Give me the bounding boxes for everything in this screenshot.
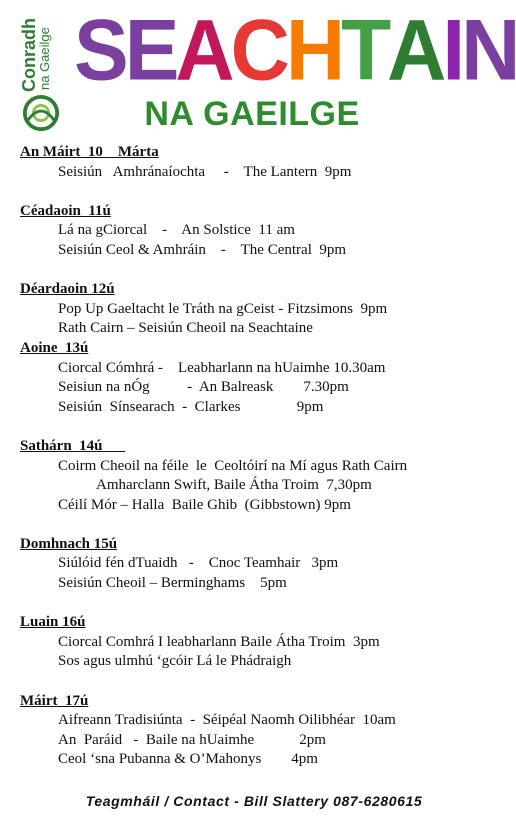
day-block	[20, 339, 500, 437]
day-heading: Luain 16ú	[20, 614, 86, 631]
day-heading: An Máirt 10 Márta	[20, 144, 159, 160]
day-heading: Céadaoin 11ú	[20, 202, 111, 219]
title-subtitle: NA GAEILGE	[144, 95, 360, 133]
day-block	[20, 202, 500, 280]
logo-line1: Conradh	[19, 18, 39, 92]
event-item: Seisiun na nÓg - An Balreask 7.30pm	[58, 379, 349, 396]
spacer	[20, 417, 500, 437]
spacer	[20, 594, 500, 614]
day-block	[20, 692, 500, 770]
title-letter: C	[230, 2, 286, 99]
spacer	[20, 672, 500, 692]
event-item: Aifreann Tradisiúnta - Séipéal Naomh Oilibhéar 10am	[58, 712, 396, 729]
event-item: Rath Cairn – Seisiún Cheoil na Seachtaine	[58, 320, 313, 337]
spacer	[20, 261, 500, 281]
spacer	[20, 182, 500, 202]
event-item: Coirm Cheoil na féile le Ceoltóirí na Mí agus Rath Cairn	[58, 457, 408, 474]
event-item: Sos agus ulmhú ‘gcóir Lá le Phádraigh	[58, 653, 292, 670]
spacer	[20, 515, 500, 535]
title-letter: E	[124, 2, 176, 99]
day-block	[20, 613, 500, 691]
day-block	[20, 535, 500, 613]
title-letter: A	[387, 2, 443, 99]
title-letter: I	[442, 2, 462, 99]
logo-line2: na Gaeilge	[37, 27, 52, 90]
day-heading: Aoine 13ú	[20, 339, 89, 356]
header	[0, 0, 516, 142]
title-letter: A	[175, 2, 231, 99]
logo-wordmark	[20, 12, 51, 92]
title-letter: T	[341, 2, 388, 99]
event-item: Seisiún Ceol & Amhráin - The Central 9pm	[58, 241, 347, 258]
event-item: Siúlóid fén dTuaidh - Cnoc Teamhair 3pm	[58, 555, 339, 572]
event-item: Amharclann Swift, Baile Átha Troim 7,30pm	[96, 477, 372, 494]
conradh-logo-icon	[22, 94, 60, 132]
day-block	[20, 280, 500, 339]
event-item: Céilí Mór – Halla Baile Ghib (Gibbstown) 9pm	[58, 496, 351, 513]
event-schedule	[20, 143, 500, 770]
title-letter: H	[285, 2, 342, 99]
event-item: Ciorcal Comhrá I leabharlann Baile Átha Troim 3pm	[58, 633, 380, 650]
event-item: Seisiún Sínsearach - Clarkes 9pm	[58, 398, 324, 415]
title-seachtain	[74, 2, 516, 99]
event-item: An Paráid - Baile na hUaimhe 2pm	[58, 731, 326, 748]
day-block	[20, 437, 500, 535]
event-item: Lá na gCiorcal - An Solstice 11 am	[58, 222, 295, 239]
contact-footer: Teagmháil / Contact - Bill Slattery 087-6280615	[85, 793, 423, 809]
day-heading: Sathárn 14ú	[20, 437, 126, 454]
event-item: Seisiún Cheoil – Berminghams 5pm	[58, 575, 287, 592]
title-letter: N	[461, 2, 516, 99]
day-heading: Máirt 17ú	[20, 692, 89, 709]
title-letter: S	[74, 2, 125, 99]
day-block	[20, 143, 500, 202]
event-item: Pop Up Gaeltacht le Tráth na gCeist - Fitzsimons 9pm	[58, 300, 388, 317]
day-heading: Domhnach 15ú	[20, 535, 118, 552]
event-item: Seisiún Amhránaíochta - The Lantern 9pm	[58, 163, 352, 180]
event-item: Ciorcal Cómhrá - Leabharlann na hUaimhe 10.30am	[58, 359, 386, 376]
day-heading: Déardaoin 12ú	[20, 281, 115, 298]
event-item: Ceol ‘sna Pubanna & O’Mahonys 4pm	[58, 751, 318, 768]
